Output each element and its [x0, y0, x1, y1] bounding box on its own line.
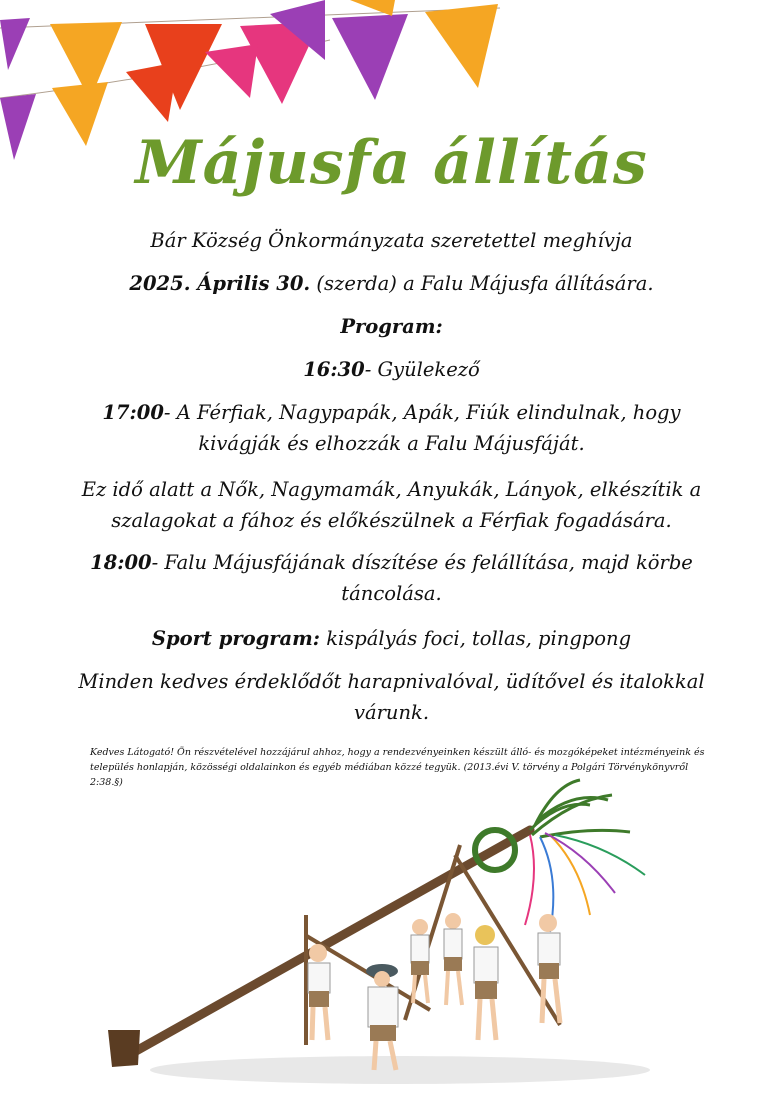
schedule-text: - Gyülekező — [364, 358, 480, 381]
schedule-time: 16:30 — [303, 358, 365, 381]
schedule-item-1630 — [0, 354, 783, 385]
notice-line-1: Kedves Látogató! Ön részvételével hozzájárul ahhoz, hogy a rendezvényeinken készült álló- és mozgóképeket intézményeink és — [90, 747, 705, 758]
schedule-text-cont: táncolása. — [341, 582, 442, 605]
notice-line-2: település honlapján, közösségi oldalainkon és egyéb médiában közzé tegyük. (2013.évi V. törvény a Polgári Törvénykönyvről 2:38.§) — [90, 762, 689, 788]
program-heading — [0, 311, 783, 342]
sport-program — [0, 623, 783, 654]
schedule-item-1700 — [0, 397, 783, 459]
date-rest: (szerda) a Falu Májusfa állítására. — [310, 272, 654, 295]
sport-text: kispályás foci, tollas, pingpong — [320, 627, 632, 650]
schedule-text-cont: szalagokat a fához és előkészülnek a Férfiak fogadására. — [111, 509, 672, 532]
closing-line-1: Minden kedves érdeklődőt harapnivalóval, üdítővel és italokkal — [78, 670, 705, 693]
invite-line: Bár Község Önkormányzata szeretettel meghívja — [150, 229, 633, 252]
closing-text — [0, 666, 783, 728]
schedule-text-cont: kivágják és elhozzák a Falu Májusfáját. — [198, 432, 585, 455]
date-line — [0, 268, 783, 299]
page-title: Májusfa állítás — [135, 128, 648, 198]
event-date: 2025. Április 30. — [129, 272, 311, 295]
closing-line-2: várunk. — [353, 701, 430, 724]
schedule-text: - Falu Májusfájának díszítése és felállítása, majd körbe — [151, 551, 693, 574]
maypole-children-illustration-icon — [100, 775, 670, 1095]
schedule-item-women — [0, 474, 783, 536]
schedule-time: 17:00 — [102, 401, 164, 424]
program-heading-text: Program: — [340, 315, 443, 338]
schedule-text: Ez idő alatt a Nők, Nagymamák, Anyukák, Lányok, elkészítik a — [81, 478, 702, 501]
sport-label: Sport program: — [151, 627, 320, 650]
schedule-text: - A Férfiak, Nagypapák, Apák, Fiúk elindulnak, hogy — [163, 401, 681, 424]
schedule-time: 18:00 — [90, 551, 152, 574]
schedule-item-1800 — [0, 547, 783, 609]
